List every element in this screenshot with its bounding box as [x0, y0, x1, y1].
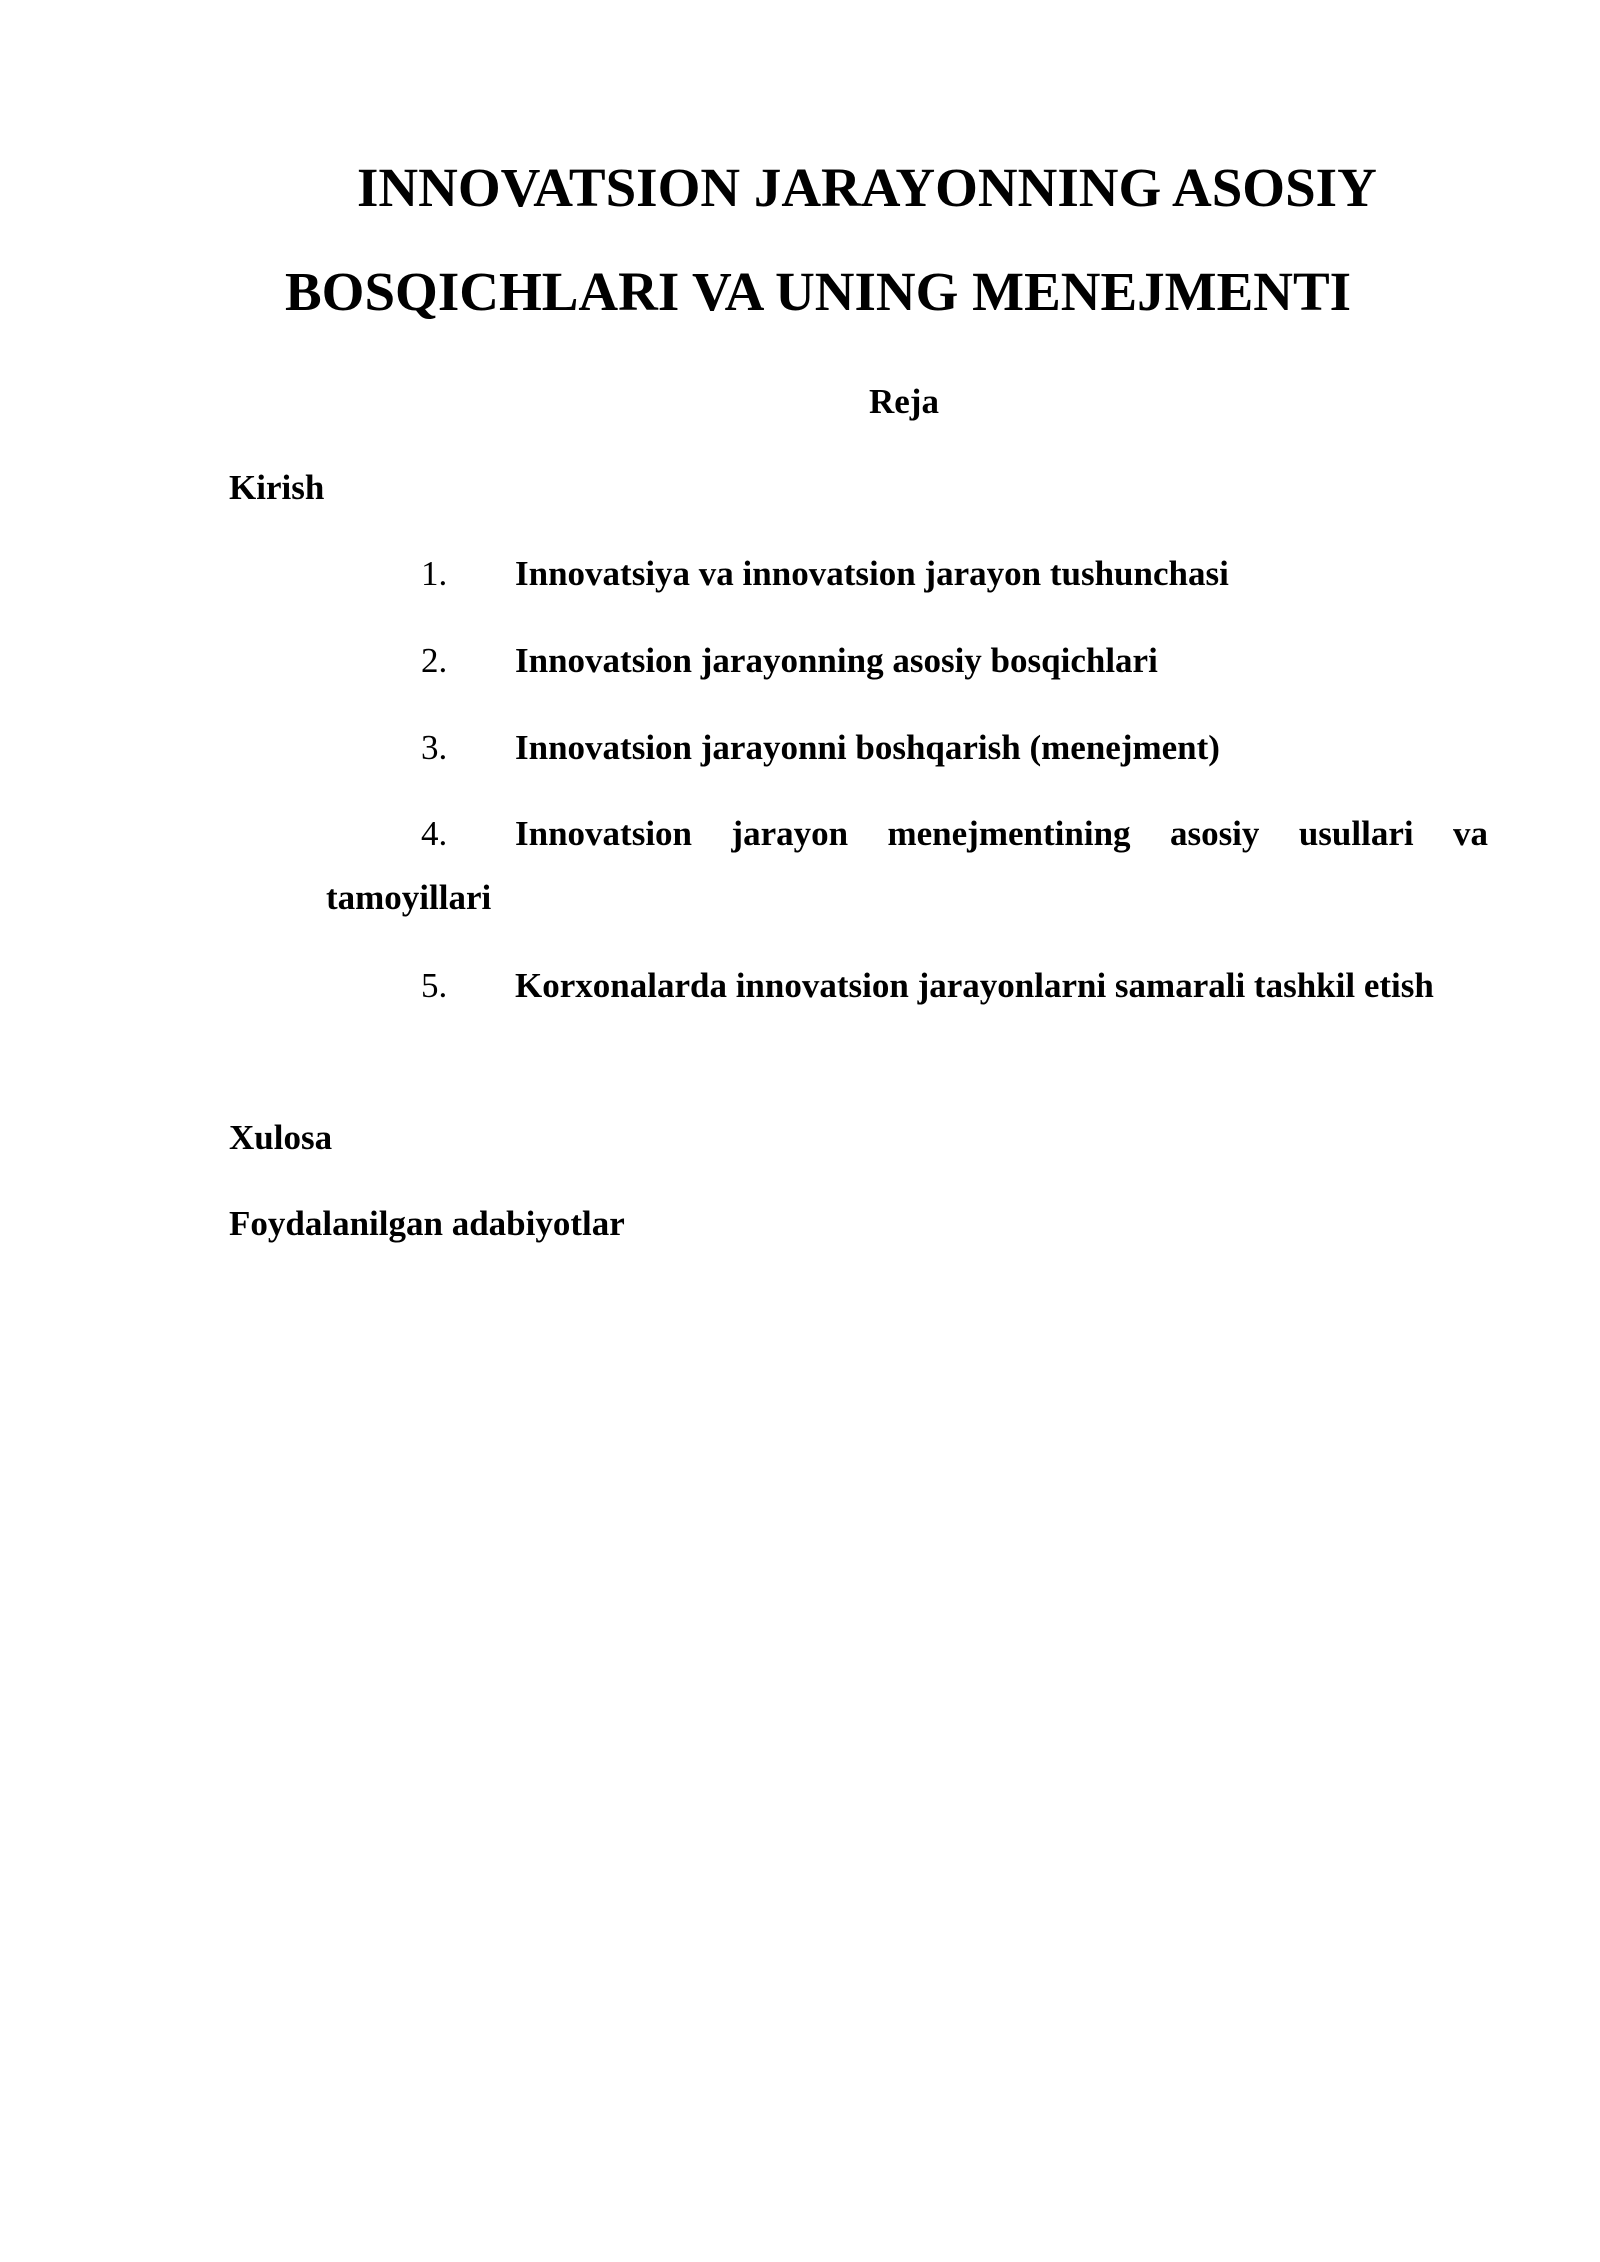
plan-list-item	[326, 552, 1488, 596]
document-title-line-2: BOSQICHLARI VA UNING MENEJMENTI	[285, 261, 1352, 322]
list-item-text: Innovatsion jarayonni boshqarish (menejment)	[515, 728, 1220, 767]
list-item-number: 2.	[421, 641, 448, 680]
conclusion-heading: Xulosa	[229, 1118, 333, 1157]
list-item-number: 4.	[421, 814, 448, 853]
list-item-text: Innovatsion jarayon menejmentining asosiy usullari va tamoyillari	[326, 814, 1488, 917]
intro-heading: Kirish	[229, 468, 325, 507]
plan-list-item	[326, 726, 1488, 770]
list-item-number: 1.	[421, 554, 448, 593]
list-item-text: Korxonalarda innovatsion jarayonlarni samarali tashkil etish	[515, 966, 1434, 1005]
references-heading: Foydalanilgan adabiyotlar	[229, 1204, 625, 1243]
list-item-text: Innovatsion jarayonning asosiy bosqichlari	[515, 641, 1158, 680]
plan-list-item	[326, 964, 1488, 1018]
list-item-number: 5.	[421, 966, 448, 1005]
document-title-line-1: INNOVATSION JARAYONNING ASOSIY	[357, 157, 1377, 218]
plan-list-item	[326, 639, 1488, 683]
list-item-text: Innovatsiya va innovatsion jarayon tushunchasi	[515, 554, 1229, 593]
plan-heading: Reja	[869, 382, 939, 421]
list-item-number: 3.	[421, 728, 448, 767]
plan-list-item	[326, 812, 1488, 930]
